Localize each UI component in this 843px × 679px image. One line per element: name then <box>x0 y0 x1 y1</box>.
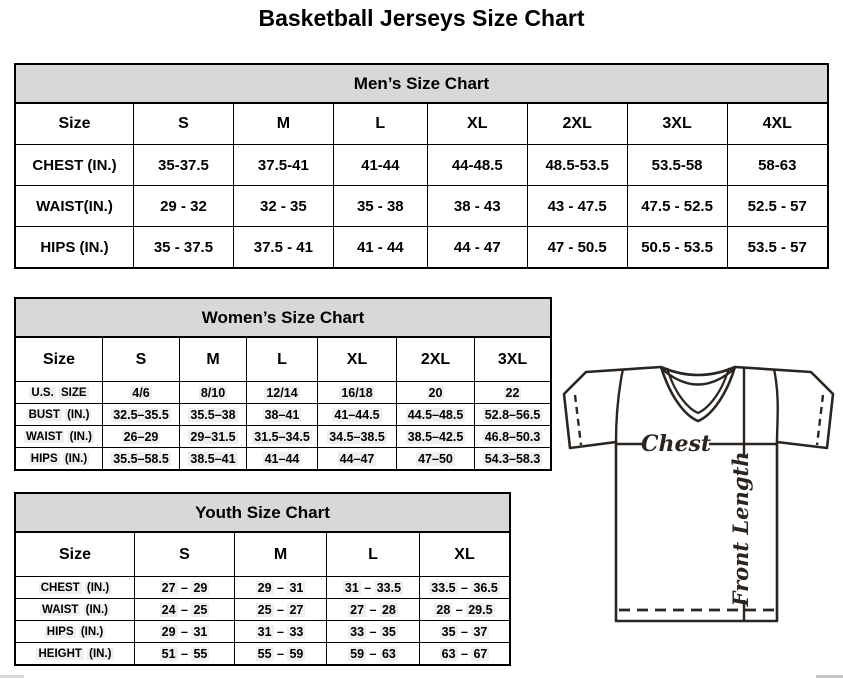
value-cell <box>475 448 551 470</box>
size-column-header: XL <box>420 533 510 577</box>
size-column-header: L <box>333 104 427 145</box>
value-cell <box>247 382 318 404</box>
value-cell <box>475 382 551 404</box>
value-cell <box>103 382 180 404</box>
value-cell: 27 – 28 <box>327 599 420 621</box>
highlighted-token: 29 <box>161 624 176 639</box>
size-corner-header: Size <box>16 104 134 145</box>
highlighted-token: 35 <box>441 624 456 639</box>
value-cell: 29 – 31 <box>135 621 235 643</box>
value-cell: 59 – 63 <box>327 643 420 665</box>
highlighted-token: 31 <box>257 624 272 639</box>
highlighted-token: 31 <box>344 580 359 595</box>
table-row <box>16 643 509 665</box>
highlighted-token: 55 <box>193 646 208 661</box>
highlighted-token: 27 <box>289 602 304 617</box>
highlighted-token: 4/6 <box>132 385 150 400</box>
highlighted-token: (IN.) <box>85 603 108 616</box>
value-cell: 31 – 33 <box>235 621 327 643</box>
highlighted-token: 36.5 <box>473 580 498 595</box>
size-column-header: M <box>233 104 333 145</box>
value-cell: 41-44 <box>333 145 427 186</box>
value-cell: 38 - 43 <box>427 186 527 227</box>
row-label-cell <box>16 382 103 404</box>
highlighted-token: 38.5–41 <box>190 451 236 466</box>
value-cell: 52.5 - 57 <box>727 186 827 227</box>
highlighted-token: BUST <box>28 408 60 421</box>
size-column-header: S <box>134 104 234 145</box>
value-cell: 58-63 <box>727 145 827 186</box>
value-cell <box>180 404 247 426</box>
womens-size-table <box>16 338 550 469</box>
value-cell <box>318 448 397 470</box>
table-row <box>16 448 550 470</box>
size-column-header: XL <box>318 338 397 382</box>
highlighted-token: 51 <box>161 646 176 661</box>
value-cell <box>180 382 247 404</box>
highlighted-token: 28 <box>381 602 396 617</box>
scrollbar-fragment-right <box>816 675 843 678</box>
value-cell: 47.5 - 52.5 <box>627 186 727 227</box>
highlighted-token: 55 <box>257 646 272 661</box>
highlighted-token: 63 <box>441 646 456 661</box>
table-row <box>16 145 827 186</box>
size-column-header: 3XL <box>627 104 727 145</box>
value-cell: 50.5 - 53.5 <box>627 227 727 268</box>
value-cell <box>247 426 318 448</box>
column-header-row <box>16 338 550 382</box>
table-row <box>16 426 550 448</box>
youth-size-table <box>16 533 509 664</box>
size-column-header: 2XL <box>527 104 627 145</box>
column-header-row <box>16 104 827 145</box>
value-cell: 29 – 31 <box>235 577 327 599</box>
front-length-label: Front Length <box>728 451 753 607</box>
value-cell: 25 – 27 <box>235 599 327 621</box>
size-column-header: 2XL <box>397 338 475 382</box>
value-cell <box>475 404 551 426</box>
jersey-measurement-diagram <box>556 356 842 642</box>
value-cell <box>397 404 475 426</box>
size-column-header: M <box>235 533 327 577</box>
value-cell <box>180 426 247 448</box>
row-label-cell <box>16 643 135 665</box>
highlighted-token: 29–31.5 <box>190 429 236 444</box>
value-cell: 43 - 47.5 <box>527 186 627 227</box>
value-cell <box>475 426 551 448</box>
highlighted-token: 25 <box>257 602 272 617</box>
highlighted-token: 22 <box>505 385 520 400</box>
value-cell <box>103 404 180 426</box>
highlighted-token: 41–44.5 <box>334 407 380 422</box>
value-cell: 31 – 33.5 <box>327 577 420 599</box>
highlighted-token: 33.5 <box>431 580 456 595</box>
youth-chart-title: Youth Size Chart <box>16 494 509 533</box>
row-label-cell <box>16 426 103 448</box>
highlighted-token: 63 <box>381 646 396 661</box>
highlighted-token: 59 <box>350 646 365 661</box>
column-header-row <box>16 533 509 577</box>
value-cell <box>247 448 318 470</box>
highlighted-token: 59 <box>289 646 304 661</box>
value-cell <box>103 448 180 470</box>
highlighted-token: 54.3–58.3 <box>484 451 541 466</box>
value-cell <box>397 382 475 404</box>
value-cell: 35 - 37.5 <box>134 227 234 268</box>
value-cell <box>318 404 397 426</box>
value-cell: 44 - 47 <box>427 227 527 268</box>
highlighted-token: SIZE <box>61 386 87 399</box>
size-corner-header: Size <box>16 338 103 382</box>
highlighted-token: U.S. <box>31 386 54 399</box>
highlighted-token: 25 <box>193 602 208 617</box>
value-cell: 48.5-53.5 <box>527 145 627 186</box>
highlighted-token: 28 <box>436 602 451 617</box>
highlighted-token: 31 <box>289 580 304 595</box>
highlighted-token: 35.5–38 <box>190 407 236 422</box>
size-column-header: L <box>327 533 420 577</box>
value-cell: 24 – 25 <box>135 599 235 621</box>
size-column-header: 4XL <box>727 104 827 145</box>
value-cell: 33 – 35 <box>327 621 420 643</box>
highlighted-token: 31 <box>193 624 208 639</box>
mens-size-chart <box>14 63 829 269</box>
value-cell <box>318 382 397 404</box>
value-cell: 37.5-41 <box>233 145 333 186</box>
highlighted-token: 41–44 <box>264 451 300 466</box>
row-label-cell <box>16 448 103 470</box>
highlighted-token: (IN.) <box>67 408 90 421</box>
highlighted-token: 44–47 <box>339 451 375 466</box>
row-label-cell: CHEST (IN.) <box>16 145 134 186</box>
highlighted-token: WAIST <box>26 430 63 443</box>
value-cell: 44-48.5 <box>427 145 527 186</box>
highlighted-token: 29 <box>193 580 208 595</box>
table-row <box>16 382 550 404</box>
highlighted-token: (IN.) <box>80 625 104 638</box>
highlighted-token: WAIST <box>42 603 79 616</box>
value-cell: 35 - 38 <box>333 186 427 227</box>
row-label-cell: WAIST(IN.) <box>16 186 134 227</box>
value-cell: 41 - 44 <box>333 227 427 268</box>
value-cell: 28 – 29.5 <box>420 599 510 621</box>
highlighted-token: 32.5–35.5 <box>113 407 169 422</box>
value-cell: 53.5 - 57 <box>727 227 827 268</box>
value-cell: 37.5 - 41 <box>233 227 333 268</box>
value-cell <box>397 448 475 470</box>
scrollbar-fragment-left <box>0 675 24 678</box>
row-label-cell: HIPS (IN.) <box>16 227 134 268</box>
highlighted-token: 24 <box>161 602 176 617</box>
size-column-header: L <box>247 338 318 382</box>
highlighted-token: HIPS <box>46 625 74 638</box>
womens-chart-title: Women’s Size Chart <box>16 299 550 338</box>
highlighted-token: 35.5–58.5 <box>113 451 169 466</box>
size-column-header: S <box>135 533 235 577</box>
table-row <box>16 186 827 227</box>
value-cell: 51 – 55 <box>135 643 235 665</box>
highlighted-token: 27 <box>161 580 176 595</box>
highlighted-token: 34.5–38.5 <box>329 429 385 444</box>
youth-size-chart <box>14 492 511 666</box>
table-row <box>16 599 509 621</box>
highlighted-token: 52.8–56.5 <box>484 407 541 422</box>
highlighted-token: 20 <box>428 385 443 400</box>
highlighted-token: (IN.) <box>69 430 92 443</box>
value-cell <box>103 426 180 448</box>
highlighted-token: (IN.) <box>89 647 112 660</box>
value-cell: 53.5-58 <box>627 145 727 186</box>
womens-size-chart <box>14 297 552 471</box>
highlighted-token: 26–29 <box>123 429 159 444</box>
table-row <box>16 621 509 643</box>
size-column-header: S <box>103 338 180 382</box>
highlighted-token: (IN.) <box>64 452 88 465</box>
highlighted-token: CHEST <box>40 581 80 594</box>
size-column-header: XL <box>427 104 527 145</box>
size-column-header: M <box>180 338 247 382</box>
highlighted-token: 29.5 <box>468 602 493 617</box>
row-label-cell <box>16 577 135 599</box>
value-cell: 27 – 29 <box>135 577 235 599</box>
page-title: Basketball Jerseys Size Chart <box>258 5 585 31</box>
size-corner-header: Size <box>16 533 135 577</box>
value-cell: 35 – 37 <box>420 621 510 643</box>
highlighted-token: 27 <box>350 602 365 617</box>
mens-chart-title: Men’s Size Chart <box>16 65 827 104</box>
row-label-cell <box>16 404 103 426</box>
row-label-cell <box>16 621 135 643</box>
value-cell: 63 – 67 <box>420 643 510 665</box>
highlighted-token: 38–41 <box>264 407 300 422</box>
highlighted-token: 33 <box>289 624 304 639</box>
highlighted-token: 16/18 <box>341 385 373 400</box>
value-cell <box>247 404 318 426</box>
highlighted-token: 35 <box>381 624 396 639</box>
size-column-header: 3XL <box>475 338 551 382</box>
highlighted-token: 29 <box>257 580 272 595</box>
value-cell: 32 - 35 <box>233 186 333 227</box>
highlighted-token: 47–50 <box>418 451 453 466</box>
table-row <box>16 227 827 268</box>
row-label-cell <box>16 599 135 621</box>
highlighted-token: 38.5–42.5 <box>407 429 464 444</box>
highlighted-token: 12/14 <box>266 385 298 400</box>
value-cell: 55 – 59 <box>235 643 327 665</box>
value-cell: 33.5 – 36.5 <box>420 577 510 599</box>
table-row <box>16 577 509 599</box>
table-row <box>16 404 550 426</box>
jersey-outline <box>564 367 833 621</box>
highlighted-token: 46.8–50.3 <box>484 429 541 444</box>
value-cell: 29 - 32 <box>134 186 234 227</box>
highlighted-token: 67 <box>473 646 488 661</box>
highlighted-token: 33 <box>350 624 365 639</box>
value-cell <box>180 448 247 470</box>
highlighted-token: (IN.) <box>86 581 110 594</box>
highlighted-token: 8/10 <box>200 385 226 400</box>
value-cell: 35-37.5 <box>134 145 234 186</box>
chest-label: Chest <box>640 431 712 457</box>
mens-size-table <box>16 104 827 267</box>
highlighted-token: 33.5 <box>376 580 402 595</box>
value-cell <box>318 426 397 448</box>
highlighted-token: HEIGHT <box>38 647 82 660</box>
highlighted-token: 31.5–34.5 <box>254 429 310 444</box>
highlighted-token: 44.5–48.5 <box>407 407 464 422</box>
value-cell <box>397 426 475 448</box>
highlighted-token: 37 <box>473 624 488 639</box>
value-cell: 47 - 50.5 <box>527 227 627 268</box>
highlighted-token: HIPS <box>30 452 58 465</box>
